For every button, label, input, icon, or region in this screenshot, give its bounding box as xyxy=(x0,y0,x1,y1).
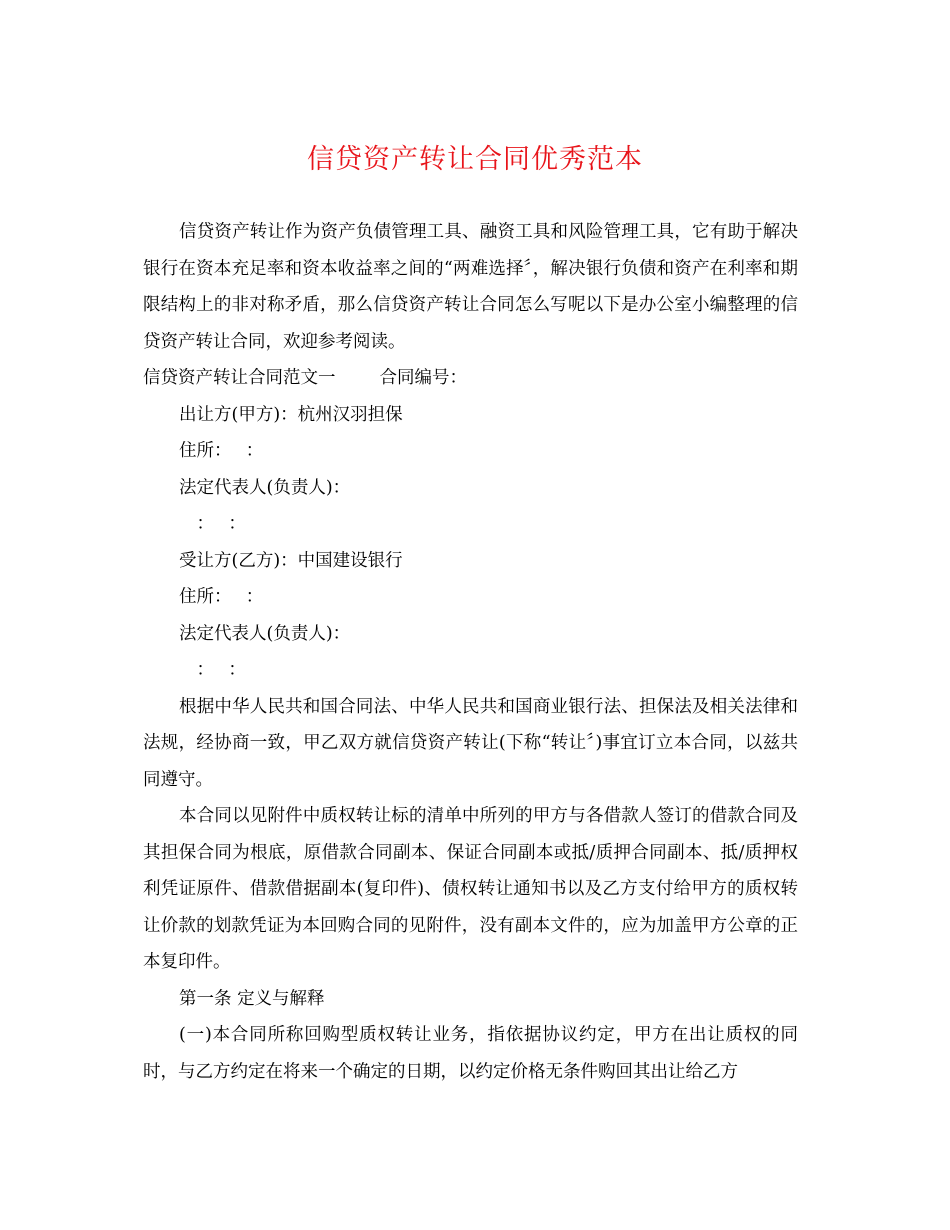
party-a-address: 住所： ： xyxy=(179,441,264,461)
document-body xyxy=(143,214,798,1090)
intro-paragraph: 信贷资产转让作为资产负债管理工具、融资工具和风险管理工具，它有助于解决银行在资本充足率和资本收益率之间的“两难选择〞，解决银行负债和资产在利率和期限结构上的非对称矛盾，那么信贷资产转让合同怎么写呢以下是办公室小编整理的信贷资产转让合同，欢迎参考阅读。 xyxy=(143,222,798,352)
party-b-name: 受让方(乙方)：中国建设银行 xyxy=(179,550,403,571)
party-b-blank-fields: ： ： xyxy=(179,660,246,680)
basis-paragraph: 根据中华人民共和国合同法、中华人民共和国商业银行法、担保法及相关法律和法规，经协商一致，甲乙双方就信贷资产转让(下称“转让〞)事宜订立本合同，以兹共同遵守。 xyxy=(143,696,798,790)
article-1-heading: 第一条 定义与解释 xyxy=(179,988,325,1009)
party-a-representative: 法定代表人(负责人)： xyxy=(179,477,351,498)
document-title: 信贷资产转让合同优秀范本 xyxy=(307,144,643,175)
article-1-clause-1: (一)本合同所称回购型质权转让业务，指依据协议约定，甲方在出让质权的同时，与乙方约定在将来一个确定的日期，以约定价格无条件购回其出让给乙方 xyxy=(143,1025,798,1082)
attachments-paragraph: 本合同以见附件中质权转让标的清单中所列的甲方与各借款人签订的借款合同及其担保合同为根底，原借款合同副本、保证合同副本或抵/质押合同副本、抵/质押权利凭证原件、借款借据副本(复印件)、债权转让通知书以及乙方支付给甲方的质权转让价款的划款凭证为本回购合同的见附件，没有副本文件的，应为加盖甲方公章的正本复印件。 xyxy=(143,806,798,972)
party-a-name: 出让方(甲方)：杭州汉羽担保 xyxy=(179,404,403,425)
party-b-address: 住所： ： xyxy=(179,587,264,607)
party-b-representative: 法定代表人(负责人)： xyxy=(179,623,351,644)
contract-header-line xyxy=(143,360,798,397)
party-a-blank-fields: ： ： xyxy=(179,514,246,534)
sample-label: 信贷资产转让合同范文一 xyxy=(143,368,336,388)
contract-number-label: 合同编号： xyxy=(379,368,467,388)
